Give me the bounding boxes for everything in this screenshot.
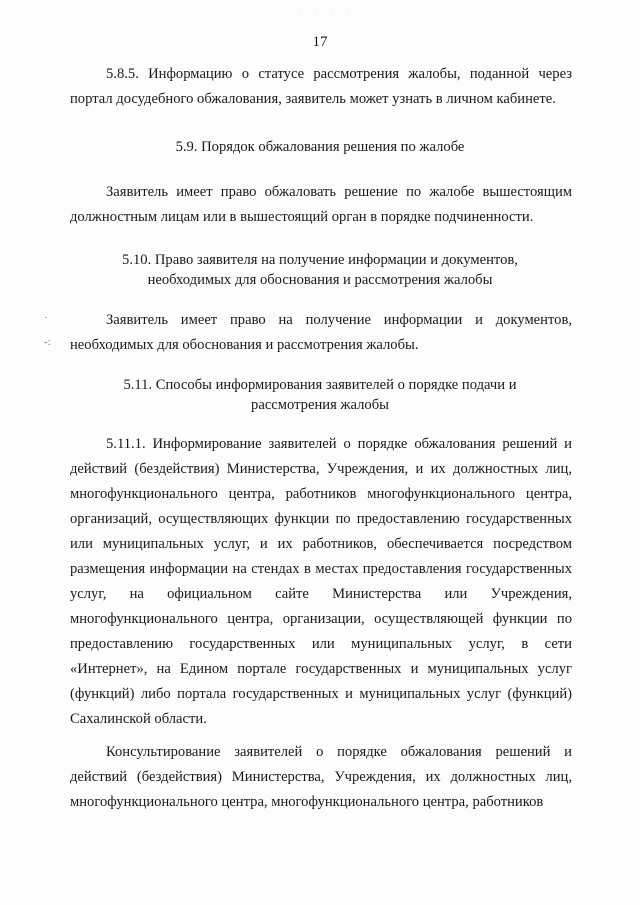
paragraph-consultation: Консультирование заявителей о порядке обжалования решений и действий (бездействия) Министерства, Учреждения, их должностных лиц, многофункционального центра, многофункционального центра, работников bbox=[70, 744, 572, 810]
heading-5-10-line-2: необходимых для обоснования и рассмотрения жалобы bbox=[147, 272, 493, 288]
margin-mark: -: bbox=[44, 336, 51, 348]
margin-mark: · bbox=[44, 312, 48, 324]
heading-5-11-line-1: 5.11. Способы информирования заявителей о порядке подачи и bbox=[123, 377, 517, 393]
heading-5-10 bbox=[0, 250, 640, 290]
heading-5-11-line-2: рассмотрения жалобы bbox=[251, 397, 389, 413]
heading-5-10-line-1: 5.10. Право заявителя на получение информации и документов, bbox=[122, 252, 518, 268]
heading-5-9: 5.9. Порядок обжалования решения по жалобе bbox=[175, 139, 465, 155]
scan-specks: · · · · bbox=[300, 8, 355, 14]
page-number: 17 bbox=[312, 34, 328, 50]
paragraph-5-9: Заявитель имеет право обжаловать решение по жалобе вышестоящим должностным лицам или в вышестоящий орган в порядке подчиненности. bbox=[70, 184, 572, 225]
paragraph-5-10: Заявитель имеет право на получение информации и документов, необходимых для обоснования и рассмотрения жалобы. bbox=[70, 312, 572, 353]
paragraph-5-8-5: 5.8.5. Информацию о статусе рассмотрения жалобы, поданной через портал досудебного обжалования, заявитель может узнать в личном кабинете. bbox=[70, 66, 572, 107]
heading-5-11 bbox=[0, 375, 640, 415]
paragraph-5-11-1: 5.11.1. Информирование заявителей о порядке обжалования решений и действий (бездействия) Министерства, Учреждения, и их должностных лиц, многофункционального центра, работников многофункционального центра, организаций, осуществляющих функции по предоставлению государственных или муниципальных услуг, и их работников, обеспечивается посредством размещения информации на стендах в местах предоставления государственных услуг, на официальном сайте Министерства или Учреждения, многофункционального центра, организации, осуществляющей функции по предоставлению государственных или муниципальных услуг, в сети «Интернет», на Едином портале государственных и муниципальных услуг (функций) либо портала государственных и муниципальных услуг (функций) Сахалинской области. bbox=[70, 436, 572, 727]
